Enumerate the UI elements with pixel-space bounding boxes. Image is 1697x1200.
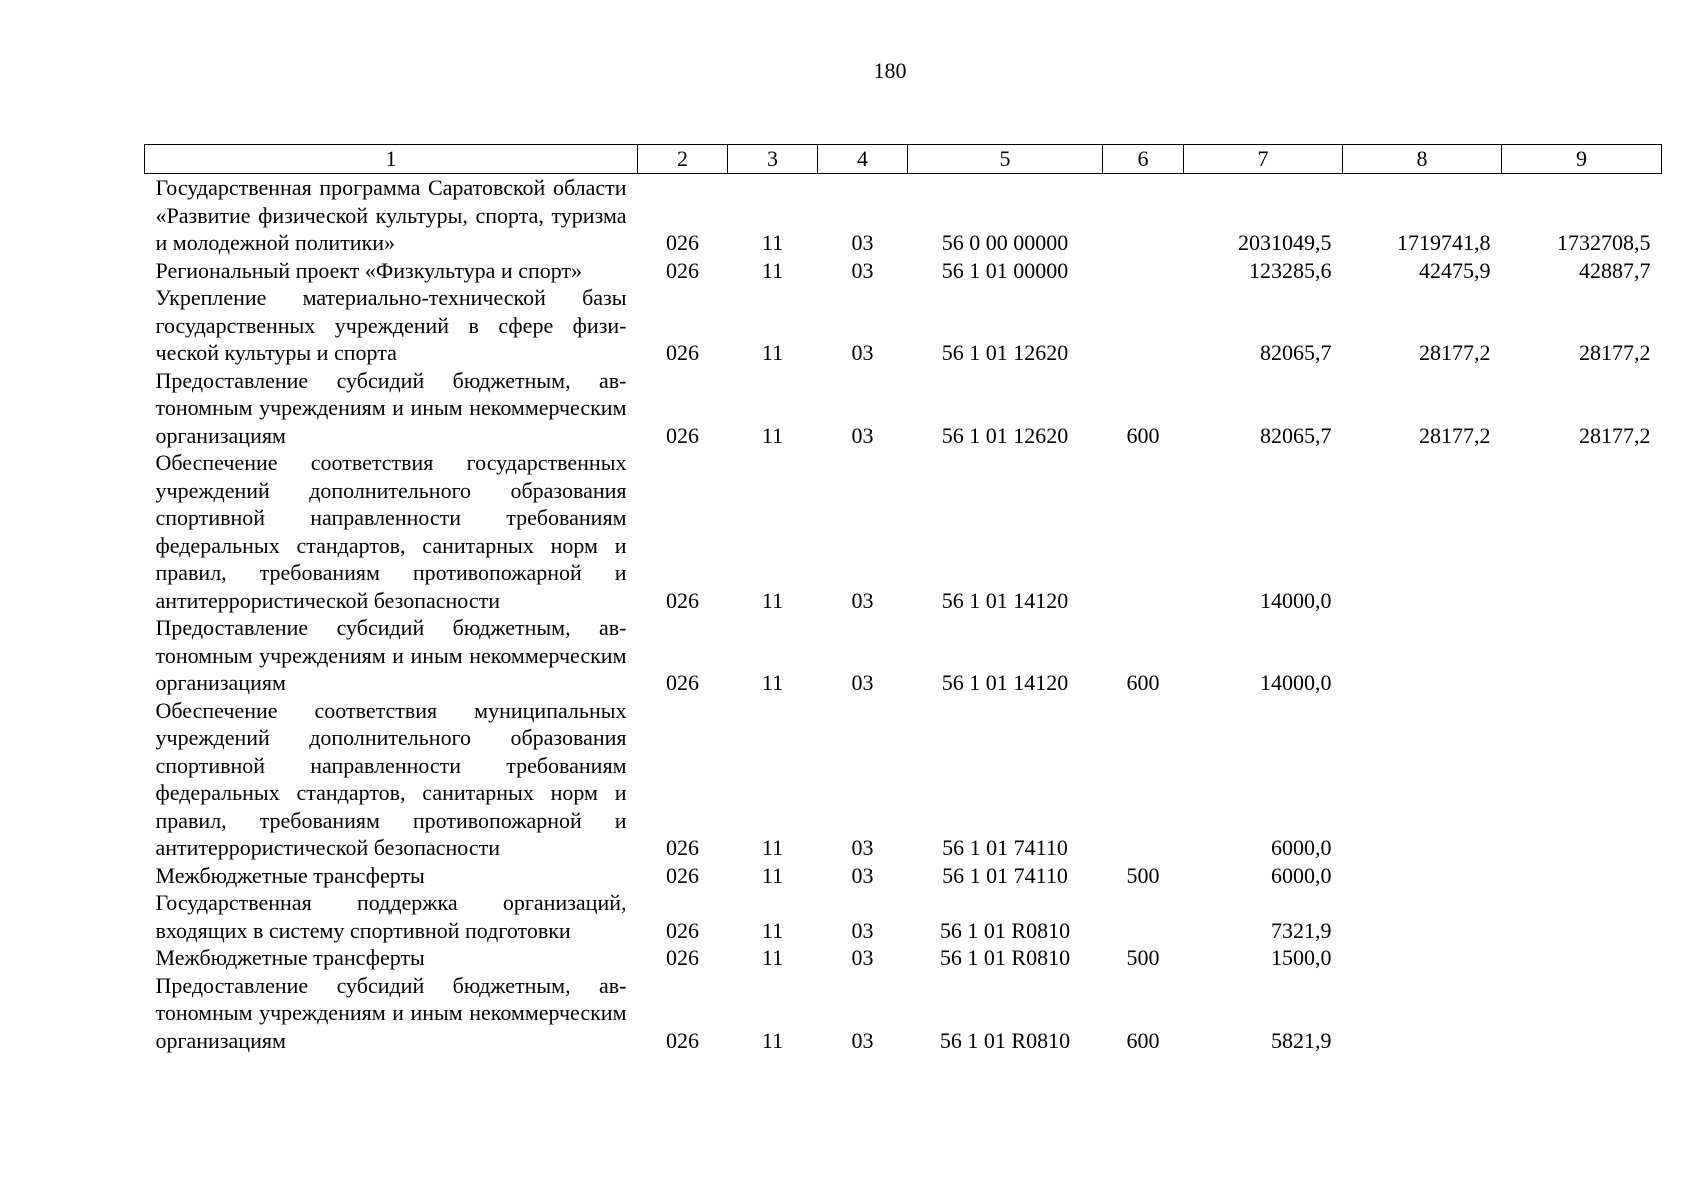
row-code-expense-type xyxy=(1103,174,1184,257)
row-amount-7: 7321,9 xyxy=(1271,917,1332,943)
row-amount-9 xyxy=(1502,972,1662,1055)
row-code-expense-type xyxy=(1103,284,1184,367)
header-col-3: 3 xyxy=(728,145,818,174)
row-code-subsection: 03 xyxy=(851,862,874,888)
table-row xyxy=(145,449,1662,614)
row-amount-7: 82065,7 xyxy=(1260,422,1332,448)
row-name: Предоставление субсидий бюджетным, автономным учреждениям и иным некоммерческим организациям xyxy=(155,972,627,1053)
row-code-subsection: 03 xyxy=(851,670,874,695)
row-code-target: 56 1 01 14120 xyxy=(941,670,1069,695)
header-col-4: 4 xyxy=(818,145,908,174)
row-code-subsection: 03 xyxy=(851,230,874,255)
row-amount-7: 123285,6 xyxy=(1249,257,1332,283)
row-code-subsection: 03 xyxy=(851,340,874,365)
row-name: Обеспечение соответствия муниципальных учреждений дополнительного образования спортивной направленности требованиям федеральных стандартов, санитарных норм и правил, требованиям противопожарной и антитеррористической безопасности xyxy=(155,697,627,860)
row-code-admin: 026 xyxy=(666,1027,699,1053)
row-code-admin: 026 xyxy=(666,230,699,255)
row-code-target: 56 1 01 74110 xyxy=(942,862,1068,888)
row-code-section: 11 xyxy=(761,422,784,448)
row-amount-7: 6000,0 xyxy=(1271,835,1332,860)
row-code-admin: 026 xyxy=(666,670,699,695)
row-code-subsection: 03 xyxy=(851,945,874,970)
row-code-admin: 026 xyxy=(666,862,699,888)
row-name: Государственная программа Саратовской области «Развитие физической культуры, спорта, туризма и молодежной политики» xyxy=(155,175,627,255)
row-code-target: 56 1 01 R0810 xyxy=(939,1027,1071,1053)
row-code-admin: 026 xyxy=(666,340,699,365)
table-body xyxy=(145,174,1662,1055)
row-amount-8: 1719741,8 xyxy=(1397,230,1491,255)
row-amount-7: 82065,7 xyxy=(1260,340,1332,365)
table-header xyxy=(145,145,1662,174)
row-amount-8 xyxy=(1343,614,1502,697)
header-col-7: 7 xyxy=(1184,145,1343,174)
header-col-1: 1 xyxy=(145,145,638,174)
row-code-expense-type: 600 xyxy=(1126,422,1160,448)
row-code-target: 56 1 01 R0810 xyxy=(939,945,1071,970)
row-code-subsection: 03 xyxy=(851,917,874,943)
row-amount-9 xyxy=(1502,862,1662,890)
table-row xyxy=(145,257,1662,285)
row-amount-7: 14000,0 xyxy=(1260,587,1332,613)
row-code-section: 11 xyxy=(761,670,784,695)
row-name: Межбюджетные трансферты xyxy=(155,945,425,970)
row-amount-8: 28177,2 xyxy=(1419,422,1491,448)
row-code-section: 11 xyxy=(761,257,784,283)
row-name: Обеспечение соответствия государственных учреждений дополнительного образования спортивной направленности требованиям федеральных стандартов, санитарных норм и правил, требованиям противопожарной и антитеррористической безопасности xyxy=(155,450,627,613)
row-amount-9 xyxy=(1502,889,1662,944)
row-code-section: 11 xyxy=(761,835,784,860)
row-code-subsection: 03 xyxy=(851,587,874,613)
row-code-section: 11 xyxy=(761,1027,784,1053)
row-code-section: 11 xyxy=(761,917,784,943)
row-code-subsection: 03 xyxy=(851,1027,874,1053)
row-code-subsection: 03 xyxy=(851,422,874,448)
row-code-admin: 026 xyxy=(666,257,699,283)
row-code-target: 56 1 01 00000 xyxy=(941,257,1069,283)
row-amount-8 xyxy=(1343,697,1502,862)
row-amount-9 xyxy=(1502,697,1662,862)
row-code-section: 11 xyxy=(761,340,784,365)
table-row xyxy=(145,614,1662,697)
row-code-target: 56 1 01 R0810 xyxy=(939,917,1071,943)
row-amount-7: 2031049,5 xyxy=(1238,230,1332,255)
row-amount-8 xyxy=(1343,972,1502,1055)
row-code-section: 11 xyxy=(761,862,784,888)
row-amount-7: 1500,0 xyxy=(1271,945,1332,970)
row-amount-9: 42887,7 xyxy=(1579,257,1651,283)
row-code-subsection: 03 xyxy=(851,835,874,860)
table-row xyxy=(145,889,1662,944)
row-code-admin: 026 xyxy=(666,587,699,613)
row-code-admin: 026 xyxy=(666,835,699,860)
row-amount-7: 5821,9 xyxy=(1271,1027,1332,1053)
row-code-section: 11 xyxy=(761,587,784,613)
row-code-target: 56 0 00 00000 xyxy=(941,230,1069,255)
header-col-5: 5 xyxy=(908,145,1103,174)
row-name: Укрепление материально-технической базы государственных учреждений в сфере физической культуры и спорта xyxy=(155,285,627,365)
row-code-target: 56 1 01 14120 xyxy=(941,587,1069,613)
header-col-9: 9 xyxy=(1502,145,1662,174)
row-code-target: 56 1 01 74110 xyxy=(942,835,1068,860)
table-row xyxy=(145,174,1662,257)
row-code-expense-type: 500 xyxy=(1126,945,1160,970)
page-number: 180 xyxy=(873,58,907,83)
row-code-admin: 026 xyxy=(666,945,699,970)
row-amount-8: 28177,2 xyxy=(1419,340,1491,365)
row-name: Предоставление субсидий бюджетным, автономным учреждениям и иным некоммерческим организациям xyxy=(155,367,627,448)
table-row xyxy=(145,367,1662,450)
row-code-expense-type: 600 xyxy=(1126,1027,1160,1053)
row-amount-9: 28177,2 xyxy=(1579,422,1651,448)
row-name: Межбюджетные трансферты xyxy=(155,862,425,888)
header-col-2: 2 xyxy=(638,145,728,174)
row-code-admin: 026 xyxy=(666,422,699,448)
row-name: Региональный проект «Физкультура и спорт» xyxy=(155,257,583,283)
row-name: Государственная поддержка организаций, входящих в систему спортивной подготовки xyxy=(155,890,627,943)
row-name: Предоставление субсидий бюджетным, автономным учреждениям и иным некоммерческим организациям xyxy=(155,615,627,695)
header-col-6: 6 xyxy=(1103,145,1184,174)
row-code-section: 11 xyxy=(761,945,784,970)
budget-table xyxy=(144,144,1662,1054)
row-amount-8 xyxy=(1343,862,1502,890)
row-amount-8: 42475,9 xyxy=(1419,257,1491,283)
row-code-target: 56 1 01 12620 xyxy=(941,422,1069,448)
row-amount-9 xyxy=(1502,449,1662,614)
row-amount-8 xyxy=(1343,944,1502,972)
row-code-expense-type: 500 xyxy=(1126,862,1160,888)
table-row xyxy=(145,284,1662,367)
row-code-expense-type xyxy=(1103,257,1184,285)
row-amount-9: 1732708,5 xyxy=(1557,230,1651,255)
row-code-admin: 026 xyxy=(666,917,699,943)
row-amount-8 xyxy=(1343,449,1502,614)
row-amount-8 xyxy=(1343,889,1502,944)
row-amount-9 xyxy=(1502,944,1662,972)
table-row xyxy=(145,697,1662,862)
header-row xyxy=(145,145,1662,174)
row-amount-7: 14000,0 xyxy=(1260,670,1332,695)
row-code-expense-type xyxy=(1103,889,1184,944)
row-code-expense-type xyxy=(1103,697,1184,862)
table-row xyxy=(145,862,1662,890)
row-code-section: 11 xyxy=(761,230,784,255)
row-amount-9: 28177,2 xyxy=(1579,340,1651,365)
table-row xyxy=(145,972,1662,1055)
row-code-expense-type: 600 xyxy=(1126,670,1160,695)
row-code-target: 56 1 01 12620 xyxy=(941,340,1069,365)
row-code-subsection: 03 xyxy=(851,257,874,283)
row-amount-7: 6000,0 xyxy=(1271,862,1332,888)
row-amount-9 xyxy=(1502,614,1662,697)
row-code-expense-type xyxy=(1103,449,1184,614)
table-row xyxy=(145,944,1662,972)
header-col-8: 8 xyxy=(1343,145,1502,174)
